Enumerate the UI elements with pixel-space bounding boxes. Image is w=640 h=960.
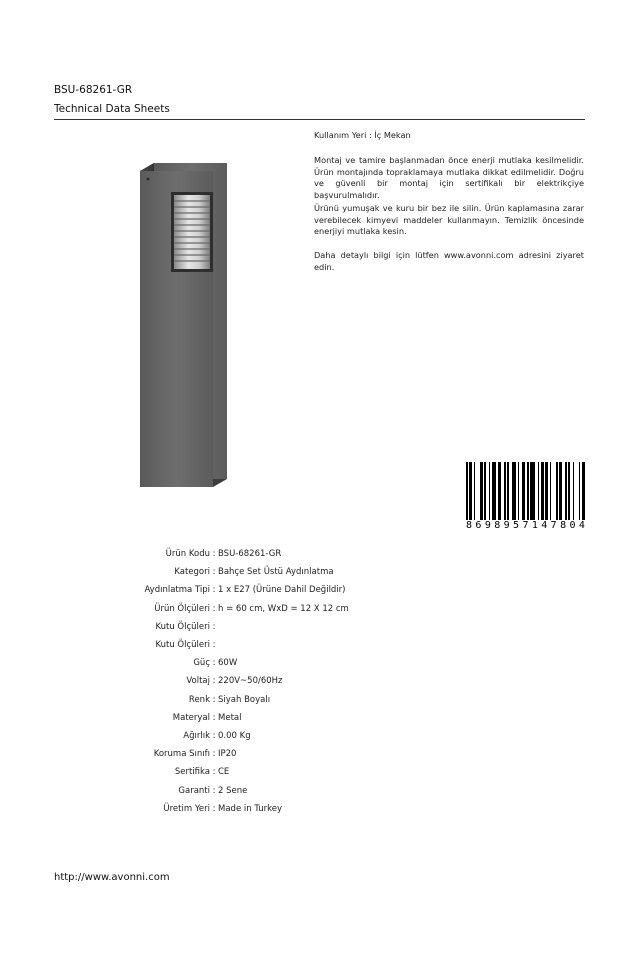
spec-separator: : xyxy=(212,785,216,796)
spec-label: Kategori xyxy=(174,567,210,578)
spec-label: Aydınlatma Tipi xyxy=(144,585,210,596)
spec-value: BSU-68261-GR xyxy=(218,549,282,560)
spec-value: h = 60 cm, WxD = 12 X 12 cm xyxy=(218,603,349,614)
spec-separator: : xyxy=(212,640,216,651)
spec-separator: : xyxy=(212,567,216,578)
spec-separator: : xyxy=(212,803,216,814)
barcode-digit: 7 xyxy=(550,520,557,531)
barcode-bar xyxy=(545,462,548,520)
spec-separator: : xyxy=(212,767,216,778)
spec-label: Renk xyxy=(188,694,210,705)
cleaning-instructions-text: Ürünü yumuşak ve kuru bir bez ile silin. Ürün kaplamasına zarar verebilecek kimyevi maddeler kullanmayın. Temizlik öncesinde enerjiyi mutlaka kesin. xyxy=(314,203,584,236)
spec-separator: : xyxy=(212,549,216,560)
spec-row xyxy=(100,745,349,763)
barcode-bar xyxy=(504,462,506,520)
spec-row xyxy=(100,654,349,672)
website-link[interactable]: http://www.avonni.com xyxy=(54,872,170,883)
spec-value: 0.00 Kg xyxy=(218,730,251,741)
barcode-digit: 6 xyxy=(475,520,482,531)
barcode-digits xyxy=(466,520,585,531)
barcode-bar xyxy=(573,462,575,520)
spec-separator: : xyxy=(212,603,216,614)
spec-value: 220V~50/60Hz xyxy=(218,676,283,687)
barcode-bars xyxy=(466,462,585,520)
spec-row xyxy=(100,691,349,709)
spec-row xyxy=(100,545,349,563)
spec-value: Bahçe Set Üstü Aydınlatma xyxy=(218,567,334,578)
spec-row xyxy=(100,781,349,799)
barcode-digit: 4 xyxy=(578,520,585,531)
barcode-bar xyxy=(480,462,483,520)
barcode-bar xyxy=(518,462,520,520)
barcode-bar xyxy=(498,462,501,520)
barcode-bar xyxy=(530,462,535,520)
barcode-bar xyxy=(522,462,525,520)
spec-separator: : xyxy=(212,694,216,705)
barcode-digit: 0 xyxy=(569,520,576,531)
barcode-bar xyxy=(474,462,476,520)
spec-label: Ürün Ölçüleri xyxy=(154,603,210,614)
spec-value: CE xyxy=(218,767,230,778)
spec-separator: : xyxy=(212,730,216,741)
spec-value: Metal xyxy=(218,712,242,723)
spec-row xyxy=(100,672,349,690)
barcode-bar xyxy=(492,462,497,520)
barcode-digit: 8 xyxy=(560,520,567,531)
barcode-digit: 8 xyxy=(466,520,473,531)
barcode-digit: 4 xyxy=(541,520,548,531)
barcode-bar xyxy=(489,462,491,520)
spec-value: IP20 xyxy=(218,749,237,760)
barcode-bar xyxy=(559,462,562,520)
bollard-lamp-image xyxy=(138,161,228,489)
barcode-digit: 9 xyxy=(503,520,510,531)
barcode-digit: 5 xyxy=(513,520,520,531)
spec-value: 2 Sene xyxy=(218,785,248,796)
spec-value: Made in Turkey xyxy=(218,803,282,814)
barcode-bar xyxy=(565,462,567,520)
spec-row xyxy=(100,600,349,618)
spec-value: 60W xyxy=(218,658,238,669)
barcode-bar xyxy=(507,462,509,520)
spec-label: Ağırlık xyxy=(183,730,210,741)
barcode-bar xyxy=(556,462,558,520)
spec-label: Üretim Yeri xyxy=(163,803,210,814)
barcode-bar xyxy=(484,462,486,520)
barcode-bar xyxy=(469,462,472,520)
spec-separator: : xyxy=(212,749,216,760)
more-info-text: Daha detaylı bilgi için lütfen www.avonni.com adresini ziyaret edin. xyxy=(314,250,584,272)
barcode-bar xyxy=(582,462,585,520)
product-code-heading: BSU-68261-GR xyxy=(54,84,133,96)
spec-table xyxy=(100,545,349,818)
spec-row xyxy=(100,563,349,581)
barcode-bar xyxy=(579,462,581,520)
spec-value: Siyah Boyalı xyxy=(218,694,271,705)
barcode xyxy=(466,462,585,536)
spec-label: Materyal xyxy=(172,712,210,723)
spec-label: Voltaj xyxy=(186,676,210,687)
spec-row xyxy=(100,636,349,654)
barcode-digit: 1 xyxy=(531,520,538,531)
spec-label: Garanti xyxy=(178,785,210,796)
spec-value: 1 x E27 (Ürüne Dahil Değildir) xyxy=(218,585,346,596)
document-subtitle: Technical Data Sheets xyxy=(54,103,170,115)
spec-separator: : xyxy=(212,621,216,632)
barcode-bar xyxy=(512,462,517,520)
spec-label: Koruma Sınıfı xyxy=(153,749,210,760)
barcode-bar xyxy=(538,462,540,520)
barcode-digit: 9 xyxy=(484,520,491,531)
spec-separator: : xyxy=(212,676,216,687)
header-divider xyxy=(54,119,585,120)
spec-row xyxy=(100,800,349,818)
spec-separator: : xyxy=(212,658,216,669)
barcode-digit: 7 xyxy=(522,520,529,531)
usage-location-text: Kullanım Yeri : İç Mekan xyxy=(314,130,411,140)
spec-row xyxy=(100,618,349,636)
spec-row xyxy=(100,763,349,781)
spec-separator: : xyxy=(212,585,216,596)
installation-warning-text: Montaj ve tamire başlanmadan önce enerji mutlaka kesilmelidir. Ürün montajında topraklamaya mutlaka dikkat edilmelidir. Doğru ve güvenli bir montaj için sertifikalı bir elektrikçiye başvurulmalıdır. xyxy=(314,155,584,200)
spec-row xyxy=(100,581,349,599)
spec-row xyxy=(100,709,349,727)
spec-label: Kutu Ölçüleri xyxy=(155,640,210,651)
barcode-digit: 8 xyxy=(494,520,501,531)
barcode-bar xyxy=(527,462,529,520)
spec-row xyxy=(100,727,349,745)
spec-label: Sertifika xyxy=(174,767,210,778)
barcode-bar xyxy=(568,462,570,520)
spec-separator: : xyxy=(212,712,216,723)
barcode-bar xyxy=(466,462,468,520)
barcode-bar xyxy=(541,462,544,520)
spec-label: Ürün Kodu xyxy=(165,549,210,560)
barcode-bar xyxy=(550,462,552,520)
spec-label: Kutu Ölçüleri xyxy=(155,621,210,632)
spec-label: Güç xyxy=(193,658,210,669)
